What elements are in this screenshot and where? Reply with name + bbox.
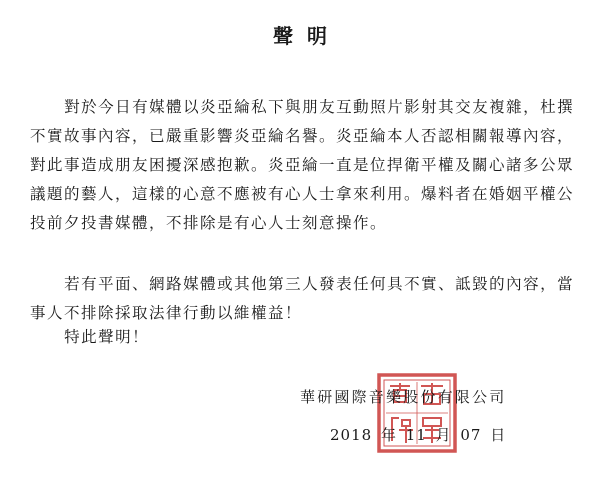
document-title: 聲明	[273, 24, 341, 48]
paragraph-statement: 對於今日有媒體以炎亞綸私下與朋友互動照片影射其交友複雜，杜撰不實故事內容，已嚴重影響炎亞綸名譽。炎亞綸本人否認相關報導內容，對此事造成朋友困擾深感抱歉。炎亞綸一直是位捍衛平權及關心諸多公眾議題的藝人，這樣的心意不應被有心人士拿來利用。爆料者在婚姻平權公投前夕投書媒體，不排除是有心人士刻意操作。	[30, 98, 575, 232]
signature-date: 2018 年 11 月 07 日	[330, 426, 507, 444]
paragraph-closing: 特此聲明！	[64, 328, 150, 346]
paragraph-legal-action: 若有平面、網路媒體或其他第三人發表任何具不實、詆毀的內容，當事人不排除採取法律行動以維權益！	[30, 275, 575, 322]
signature-company: 華研國際音樂股份有限公司	[300, 388, 507, 406]
